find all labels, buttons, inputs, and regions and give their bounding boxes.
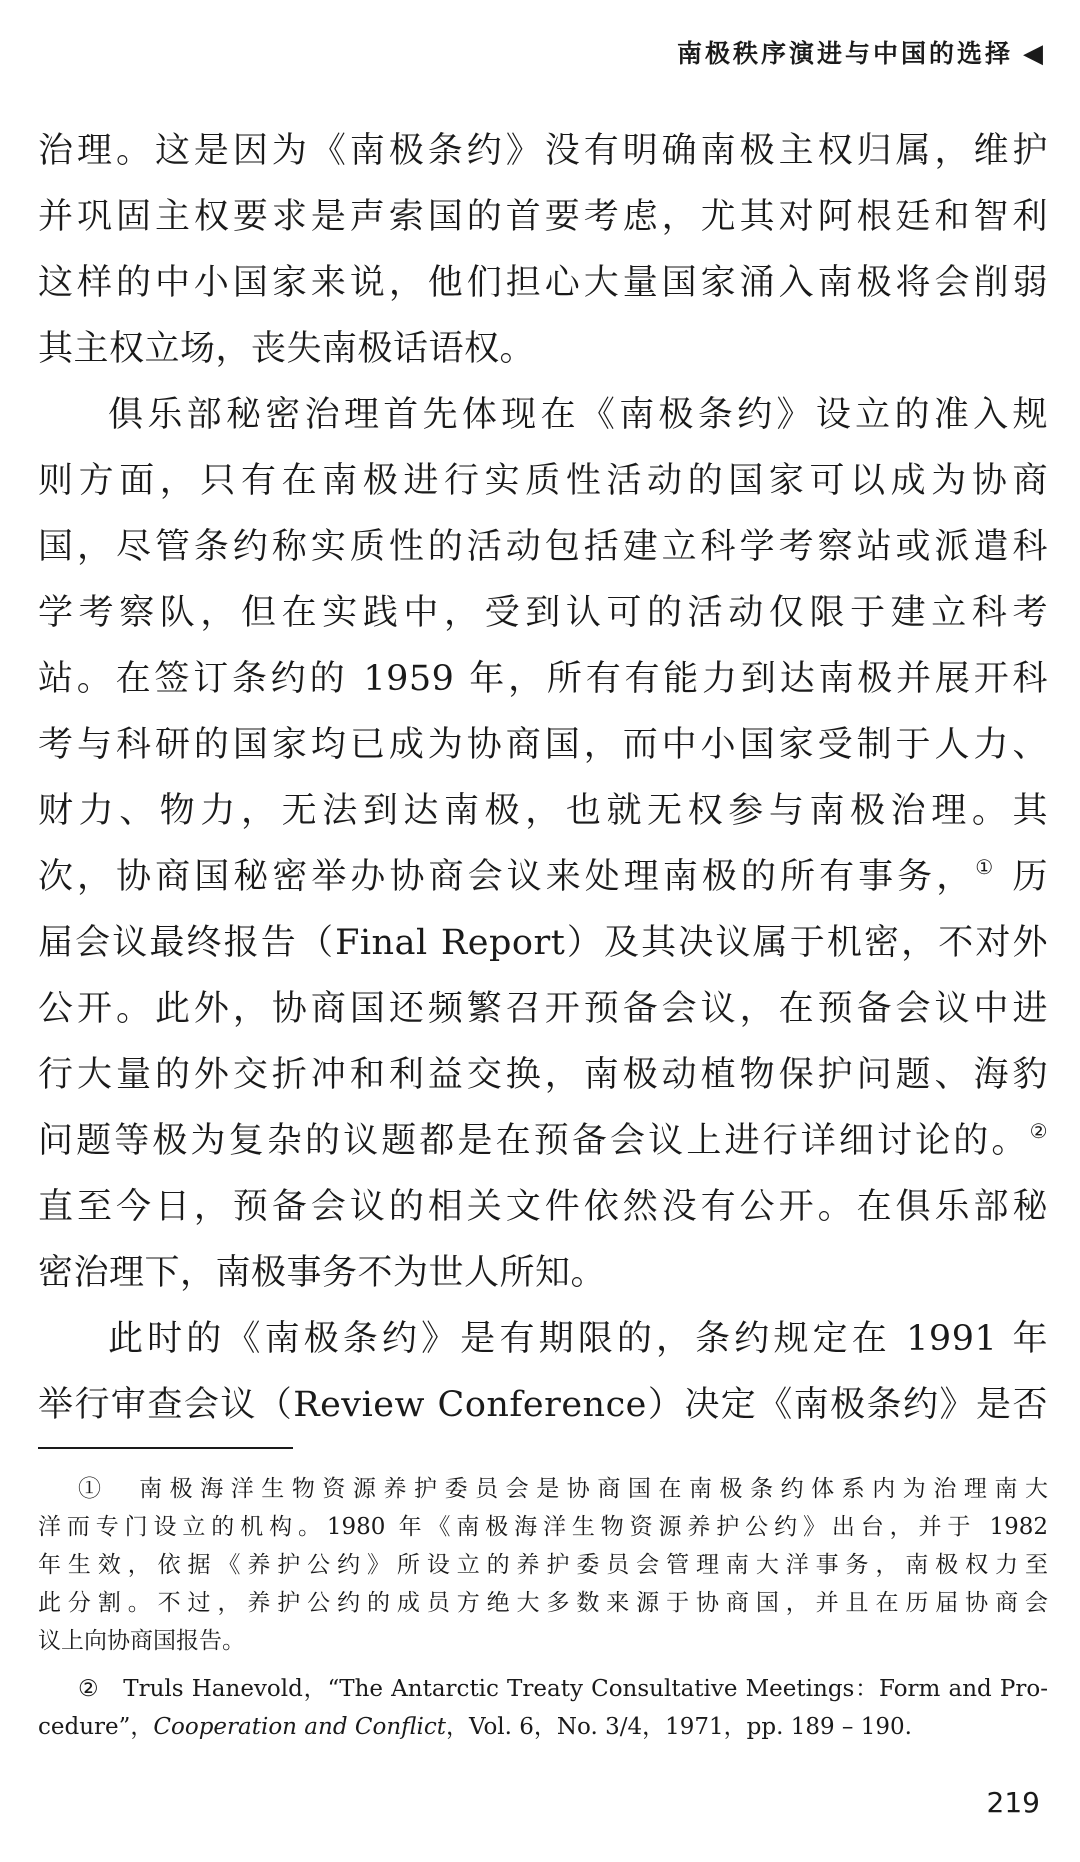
footnote-line: 此分割。不过，养护公约的成员方绝大多数来源于协商国，并且在历届协商会 bbox=[38, 1590, 1048, 1616]
text-line: 并巩固主权要求是声索国的首要考虑，尤其对阿根廷和智利 bbox=[38, 197, 1048, 237]
footnote-line: ② Truls Hanevold，“The Antarctic Treaty Consultative Meetings：Form and Pro- bbox=[78, 1676, 1048, 1702]
text-line: 直至今日，预备会议的相关文件依然没有公开。在俱乐部秘 bbox=[38, 1187, 1048, 1227]
footnote-line: 年生效，依据《养护公约》所设立的养护委员会管理南大洋事务，南极权力至 bbox=[38, 1552, 1048, 1578]
text-line: 密治理下，南极事务不为世人所知。 bbox=[38, 1253, 607, 1293]
text-segment: cedure”， bbox=[38, 1714, 154, 1740]
footnotes bbox=[38, 1470, 1048, 1746]
text-line: 公开。此外，协商国还频繁召开预备会议，在预备会议中进 bbox=[38, 989, 1048, 1029]
text-line: 此时的《南极条约》是有期限的，条约规定在 1991 年 bbox=[108, 1319, 1048, 1359]
text-line: 这样的中小国家来说，他们担心大量国家涌入南极将会削弱 bbox=[38, 263, 1048, 303]
text-line: 国，尽管条约称实质性的活动包括建立科学考察站或派遣科 bbox=[38, 527, 1048, 567]
running-title: 南极秩序演进与中国的选择 bbox=[676, 39, 1013, 68]
footnote-line: 洋而专门设立的机构。1980 年《南极海洋生物资源养护公约》出台，并于 1982 bbox=[38, 1514, 1048, 1540]
footnote-divider bbox=[38, 1447, 293, 1449]
text-line: 其主权立场，丧失南极话语权。 bbox=[38, 329, 536, 369]
text-line: 考与科研的国家均已成为协商国，而中小国家受制于人力、 bbox=[38, 725, 1048, 765]
footnote-marker-2[interactable]: ② bbox=[1029, 1119, 1048, 1143]
text-line: 财力、物力，无法到达南极，也就无权参与南极治理。其 bbox=[38, 791, 1048, 831]
running-header bbox=[677, 34, 1046, 70]
footnote-line bbox=[38, 1708, 1048, 1746]
text-line: 治理。这是因为《南极条约》没有明确南极主权归属，维护 bbox=[38, 131, 1048, 171]
text-line-with-footnote bbox=[38, 1108, 1048, 1174]
text-line: 举行审查会议（Review Conference）决定《南极条约》是否 bbox=[38, 1385, 1048, 1425]
arrow-left-icon: ◀ bbox=[1023, 39, 1046, 69]
body-text bbox=[38, 118, 1048, 1438]
text-line: 俱乐部秘密治理首先体现在《南极条约》设立的准入规 bbox=[108, 395, 1048, 435]
text-line: 则方面，只有在南极进行实质性活动的国家可以成为协商 bbox=[38, 461, 1048, 501]
text-line: 行大量的外交折冲和利益交换，南极动植物保护问题、海豹 bbox=[38, 1055, 1048, 1095]
text-line-with-footnote bbox=[38, 844, 1048, 910]
text-segment: 次，协商国秘密举办协商会议来处理南极的所有事务， bbox=[38, 857, 976, 897]
text-line: 站。在签订条约的 1959 年，所有有能力到达南极并展开科 bbox=[38, 659, 1048, 699]
text-segment: 问题等极为复杂的议题都是在预备会议上进行详细讨论的。 bbox=[38, 1121, 1030, 1161]
footnote-marker-1[interactable]: ① bbox=[975, 855, 998, 879]
footnote-line: 议上向协商国报告。 bbox=[38, 1628, 245, 1654]
text-line: 学考察队，但在实践中，受到认可的活动仅限于建立科考 bbox=[38, 593, 1048, 633]
text-segment: 历 bbox=[1012, 857, 1048, 897]
footnote-line: ① 南极海洋生物资源养护委员会是协商国在南极条约体系内为治理南大 bbox=[78, 1476, 1048, 1502]
journal-title: Cooperation and Conflict bbox=[153, 1714, 446, 1740]
text-line: 届会议最终报告（Final Report）及其决议属于机密，不对外 bbox=[38, 923, 1048, 963]
page-number: 219 bbox=[986, 1786, 1040, 1819]
text-segment: ，Vol. 6，No. 3/4，1971，pp. 189 – 190. bbox=[445, 1714, 912, 1740]
